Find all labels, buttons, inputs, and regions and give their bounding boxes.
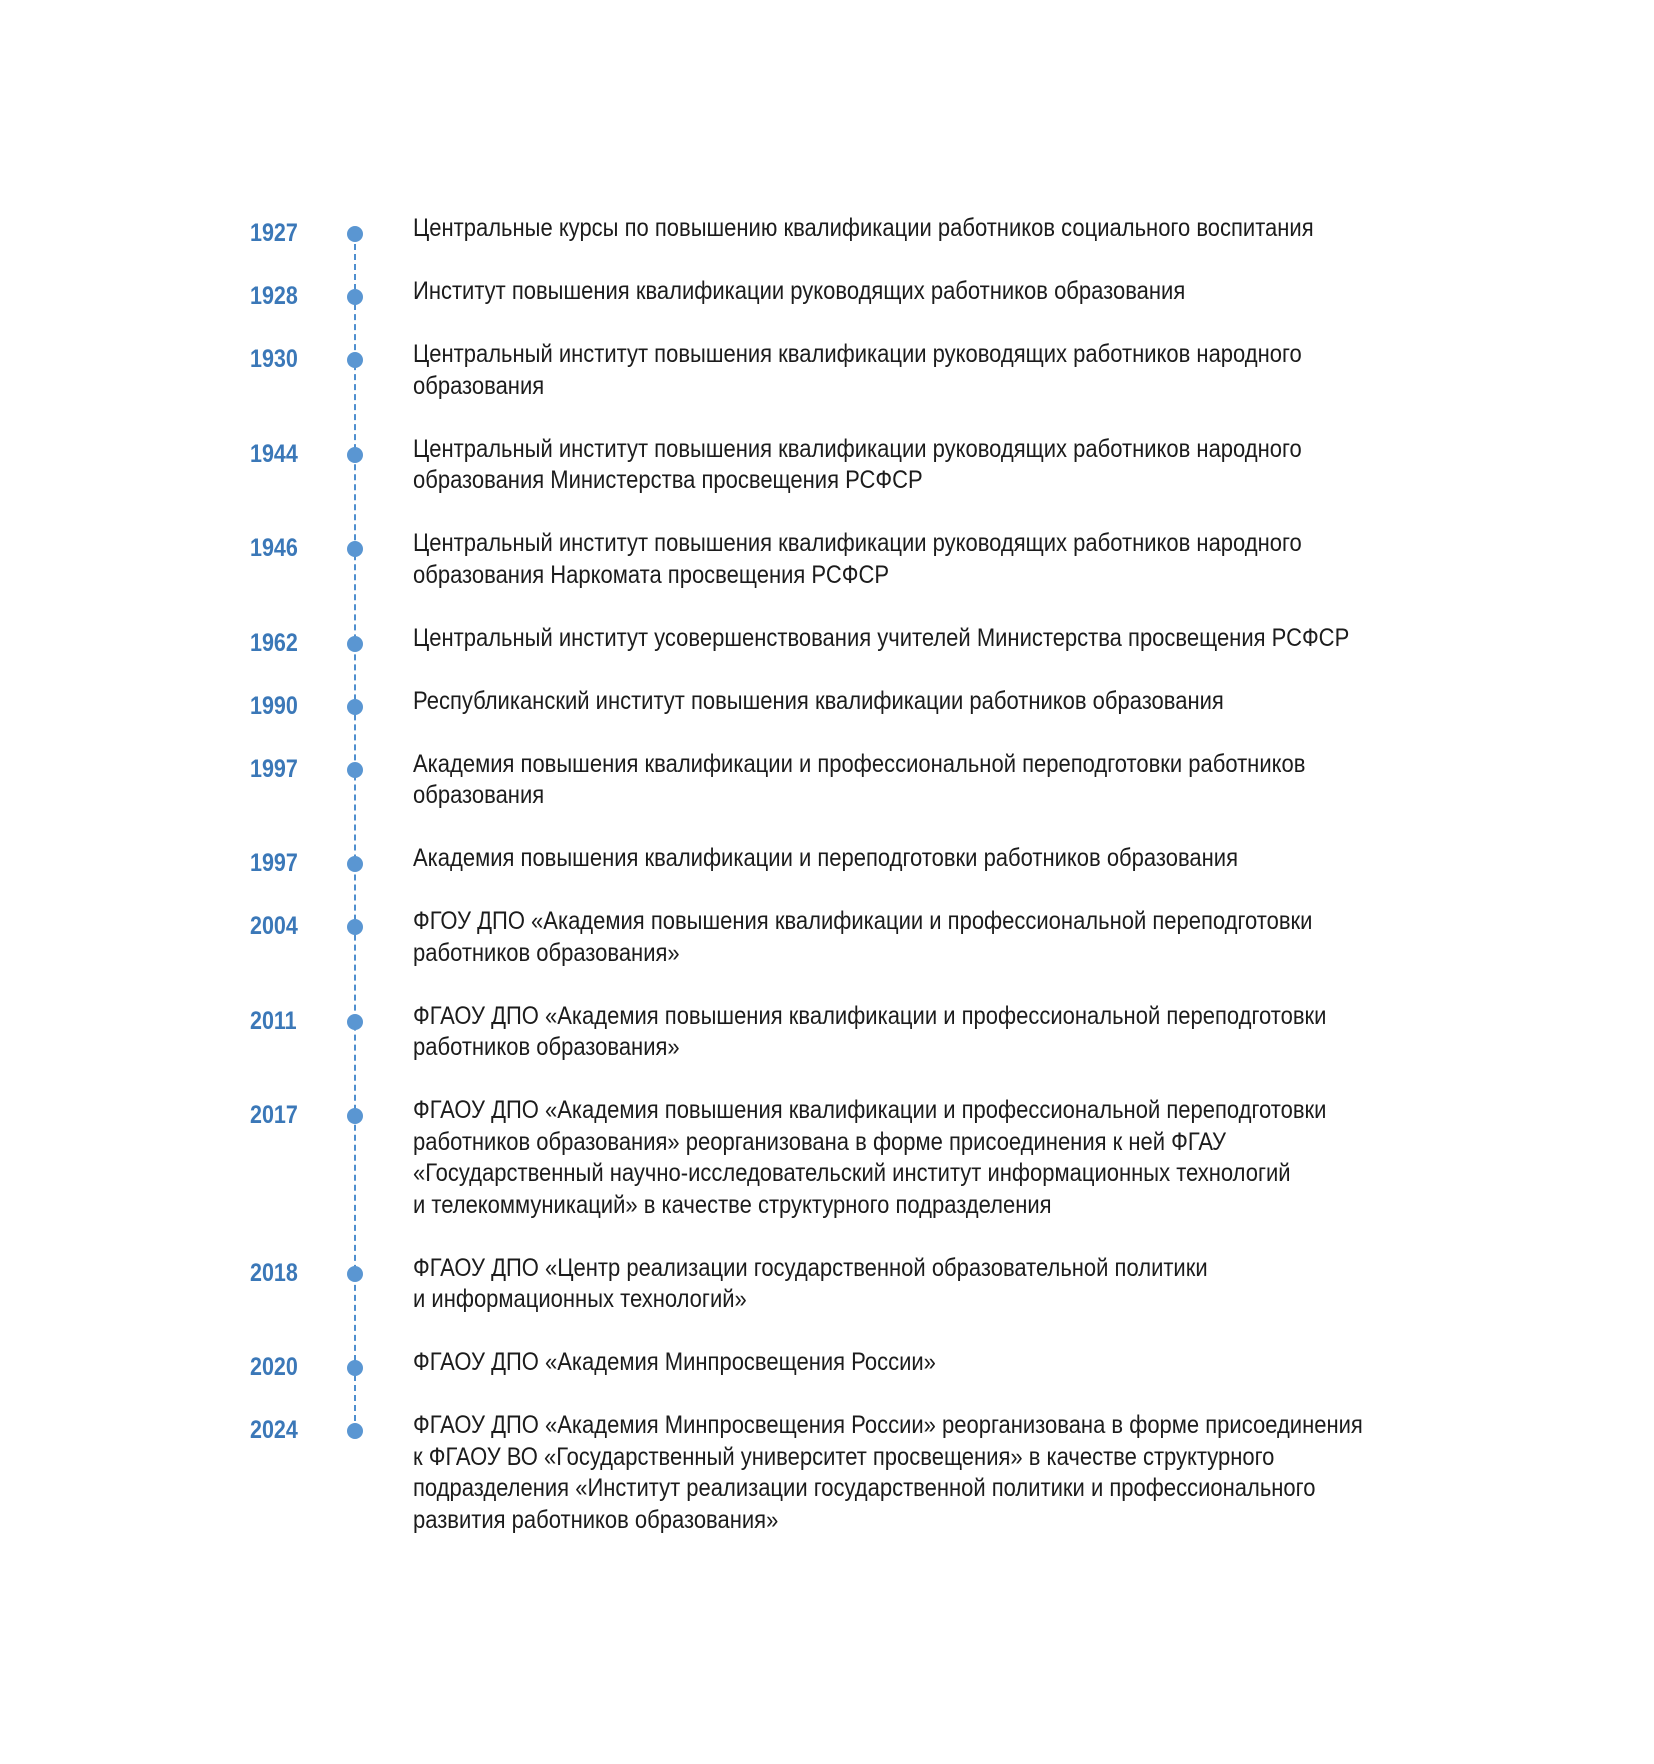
timeline-description xyxy=(413,339,1425,402)
timeline-description-line: Центральный институт повышения квалификации руководящих работников народного xyxy=(413,529,1302,557)
timeline-year: 2011 xyxy=(250,1006,297,1035)
timeline-description xyxy=(413,1001,1425,1064)
timeline-description xyxy=(413,1347,1425,1379)
timeline-description xyxy=(413,1253,1425,1316)
timeline-description xyxy=(413,623,1425,655)
timeline-description xyxy=(413,434,1425,497)
timeline-dot-icon xyxy=(347,1266,363,1282)
timeline-description-line: Республиканский институт повышения квалификации работников образования xyxy=(413,686,1224,715)
timeline-description-line: Центральный институт усовершенствования учителей Министерства просвещения РСФСР xyxy=(413,623,1350,652)
timeline-description xyxy=(413,528,1425,591)
timeline-description-line: образования xyxy=(413,371,545,400)
timeline-description xyxy=(413,906,1425,969)
timeline-description-line: Академия повышения квалификации и переподготовки работников образования xyxy=(413,844,1238,872)
timeline-description-line: Академия повышения квалификации и профессиональной переподготовки работников xyxy=(413,749,1306,778)
timeline-dot-icon xyxy=(347,762,363,778)
timeline-description-line: Центральные курсы по повышению квалификации работников социального воспитания xyxy=(413,214,1314,242)
timeline-year: 1946 xyxy=(250,534,298,562)
timeline-dot-icon xyxy=(347,226,363,242)
timeline-description-line: ФГАОУ ДПО «Академия повышения квалификации и профессиональной переподготовки xyxy=(413,1001,1327,1030)
timeline-description-line: ФГАОУ ДПО «Академия Минпросвещения России» реорганизована в форме присоединения xyxy=(413,1411,1363,1439)
timeline-dot-icon xyxy=(347,919,363,935)
timeline-dot-icon xyxy=(347,1108,363,1124)
timeline-description xyxy=(413,1095,1425,1221)
timeline-year: 2018 xyxy=(250,1258,298,1287)
timeline-description-line: и информационных технологий» xyxy=(413,1285,747,1313)
timeline-description xyxy=(413,686,1425,718)
timeline-description-line: ФГАОУ ДПО «Академия повышения квалификации и профессиональной переподготовки xyxy=(413,1096,1327,1124)
timeline-description-line: Центральный институт повышения квалификации руководящих работников народного xyxy=(413,340,1302,368)
timeline-year: 1930 xyxy=(250,345,298,373)
timeline-description-line: работников образования» xyxy=(413,1033,680,1061)
timeline-description-line: ФГАОУ ДПО «Академия Минпросвещения России» xyxy=(413,1348,936,1376)
timeline-dot-icon xyxy=(347,447,363,463)
timeline-description xyxy=(413,213,1425,245)
timeline-description-line: работников образования» xyxy=(413,938,680,967)
timeline-description-line: Центральный институт повышения квалификации руководящих работников народного xyxy=(413,434,1302,463)
timeline-description xyxy=(413,843,1425,875)
timeline-dot-icon xyxy=(347,856,363,872)
timeline-dot-icon xyxy=(347,699,363,715)
timeline-description-line: образования xyxy=(413,781,545,809)
timeline-description-line: и телекоммуникаций» в качестве структурного подразделения xyxy=(413,1190,1052,1219)
timeline-year: 1944 xyxy=(250,439,298,468)
timeline-year: 1928 xyxy=(250,282,298,310)
timeline-description-line: Институт повышения квалификации руководящих работников образования xyxy=(413,277,1186,305)
timeline-year: 1997 xyxy=(250,849,298,877)
timeline-description xyxy=(413,749,1425,812)
timeline-year: 1927 xyxy=(250,219,298,247)
timeline-description-line: подразделения «Институт реализации государственной политики и профессионального xyxy=(413,1474,1316,1502)
timeline-dot-icon xyxy=(347,1360,363,1376)
timeline-description-line: ФГОУ ДПО «Академия повышения квалификации и профессиональной переподготовки xyxy=(413,907,1313,935)
timeline-dot-icon xyxy=(347,636,363,652)
timeline-dashed-line xyxy=(354,234,356,1431)
timeline-dot-icon xyxy=(347,289,363,305)
timeline-description-line: к ФГАОУ ВО «Государственный университет просвещения» в качестве структурного xyxy=(413,1442,1275,1471)
timeline-year: 1997 xyxy=(250,754,298,783)
timeline-description xyxy=(413,1410,1425,1536)
timeline-description-line: ФГАОУ ДПО «Центр реализации государственной образовательной политики xyxy=(413,1253,1208,1282)
timeline-dot-icon xyxy=(347,1423,363,1439)
timeline-year: 2020 xyxy=(250,1353,298,1381)
timeline-description-line: образования Министерства просвещения РСФСР xyxy=(413,466,923,494)
timeline-description-line: развития работников образования» xyxy=(413,1505,779,1534)
timeline-year: 1962 xyxy=(250,628,298,657)
timeline-dot-icon xyxy=(347,1014,363,1030)
timeline-year: 2004 xyxy=(250,912,298,940)
timeline-description-line: «Государственный научно-исследовательский институт информационных технологий xyxy=(413,1159,1291,1187)
timeline-description xyxy=(413,276,1425,308)
timeline-dot-icon xyxy=(347,541,363,557)
timeline-dot-icon xyxy=(347,352,363,368)
timeline-year: 2017 xyxy=(250,1101,298,1129)
timeline-description-line: работников образования» реорганизована в форме присоединения к ней ФГАУ xyxy=(413,1127,1227,1156)
timeline-year: 2024 xyxy=(250,1416,298,1444)
timeline-description-line: образования Наркомата просвещения РСФСР xyxy=(413,560,890,589)
timeline-year: 1990 xyxy=(250,691,298,720)
